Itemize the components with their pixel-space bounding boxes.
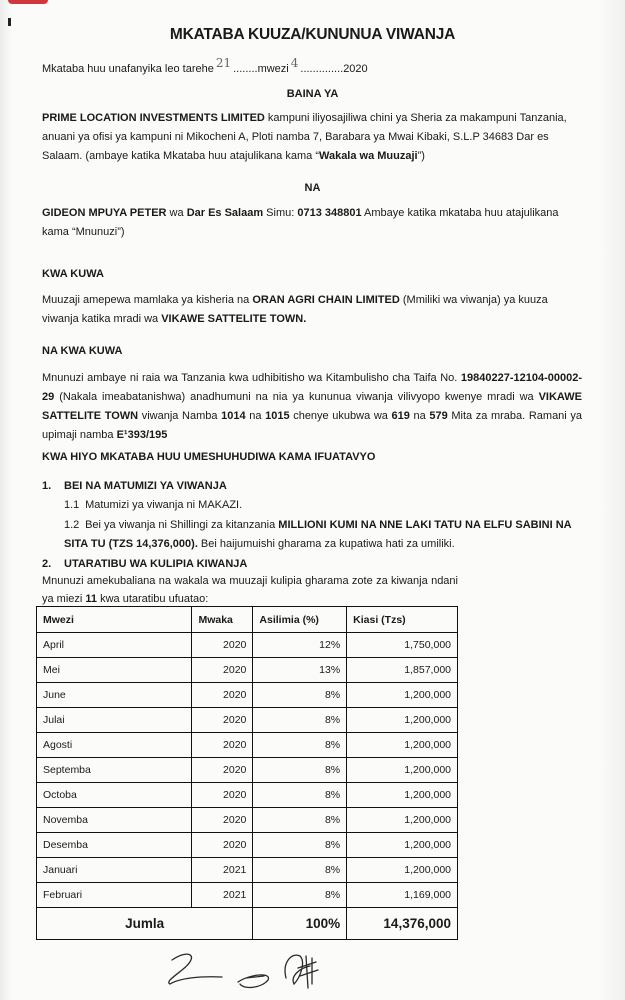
cell-percent: 13% bbox=[253, 658, 347, 683]
cell-amount: 1,200,000 bbox=[347, 708, 458, 733]
whereas1-heading: KWA KUWA bbox=[42, 268, 104, 280]
cell-year: 2021 bbox=[192, 883, 253, 908]
item-number: 1.1 bbox=[64, 499, 80, 511]
year: 2020 bbox=[343, 63, 368, 75]
cell-amount: 1,200,000 bbox=[347, 858, 458, 883]
survey-number: E¹393/195 bbox=[116, 429, 168, 441]
table-row bbox=[37, 708, 458, 733]
cell-percent: 12% bbox=[253, 633, 347, 658]
national-id: 19840227-12104-00002-29 bbox=[42, 372, 582, 403]
section2-heading bbox=[42, 558, 247, 570]
date-prefix: Mkataba huu unafanyika leo tarehe bbox=[42, 63, 214, 75]
project-name: VIKAWE SATTELITE TOWN. bbox=[161, 313, 307, 325]
party1-alias: Wakala wa Muuzaji bbox=[318, 150, 418, 162]
table-row bbox=[37, 758, 458, 783]
cell-month: Novemba bbox=[37, 808, 192, 833]
section-number: 2. bbox=[42, 558, 52, 570]
cell-year: 2020 bbox=[192, 808, 253, 833]
item-text: Bei haijumuishi gharama za kupatiwa hati za umiliki. bbox=[197, 538, 455, 550]
cell-amount: 1,200,000 bbox=[347, 833, 458, 858]
cell-amount: 1,750,000 bbox=[347, 633, 458, 658]
dots: .............. bbox=[300, 63, 344, 75]
cell-month: Agosti bbox=[37, 733, 192, 758]
text: (Mmiliki wa viwanja) ya kuuza viwanja katika mradi wa bbox=[42, 294, 548, 325]
table-row bbox=[37, 733, 458, 758]
whereas1-paragraph bbox=[42, 291, 582, 329]
handwritten-day: 21 bbox=[215, 56, 232, 70]
text: Mnunuzi amekubaliana na wakala wa muuzaji kulipia gharama zote za kiwanja ndani ya miezi bbox=[42, 575, 458, 605]
signature-3-icon bbox=[285, 955, 318, 988]
cell-percent: 8% bbox=[253, 883, 347, 908]
and-heading: NA bbox=[304, 182, 321, 194]
table-row bbox=[37, 683, 458, 708]
cell-year: 2020 bbox=[192, 783, 253, 808]
text: Mita za mraba. Ramani ya upimaji namba bbox=[42, 410, 582, 441]
text: (Nakala imeabatanishwa) anadhumuni na nia ya kununua viwanja vilivyopo kwenye mradi wa bbox=[54, 391, 539, 403]
project-name: VIKAWE SATTELITE TOWN bbox=[42, 391, 582, 422]
month-label: mwezi bbox=[257, 63, 289, 75]
edge-mark bbox=[8, 18, 11, 26]
price-in-words: MILLIONI KUMI NA NNE LAKI TATU NA ELFU SABINI NA SITA TU (TZS 14,376,000). bbox=[64, 519, 572, 550]
text: na bbox=[245, 410, 266, 422]
signature-1-icon bbox=[169, 954, 222, 984]
cell-amount: 1,200,000 bbox=[347, 758, 458, 783]
party2-text: Ambaye katika mkataba huu atajulikana kama “Mnunuzi”) bbox=[42, 207, 559, 238]
cell-year: 2021 bbox=[192, 858, 253, 883]
cell-year: 2020 bbox=[192, 683, 253, 708]
party2-phone: 0713 348801 bbox=[297, 207, 362, 219]
cell-year: 2020 bbox=[192, 733, 253, 758]
months-count: 11 bbox=[85, 593, 98, 605]
text: viwanja Namba bbox=[138, 410, 222, 422]
header-month: Mwezi bbox=[37, 607, 192, 633]
cell-percent: 8% bbox=[253, 808, 347, 833]
party1-text-end: ”) bbox=[417, 150, 425, 162]
party2-city: Dar Es Salaam bbox=[186, 207, 264, 219]
table-row bbox=[37, 633, 458, 658]
text: wa bbox=[166, 207, 187, 219]
cell-percent: 8% bbox=[253, 858, 347, 883]
table-row bbox=[37, 883, 458, 908]
item-text: Matumizi ya viwanja ni MAKAZI. bbox=[85, 499, 243, 511]
cell-month: June bbox=[37, 683, 192, 708]
table-row bbox=[37, 858, 458, 883]
cell-month: Januari bbox=[37, 858, 192, 883]
payment-schedule-table bbox=[36, 606, 458, 940]
cell-year: 2020 bbox=[192, 633, 253, 658]
cell-amount: 1,200,000 bbox=[347, 808, 458, 833]
dots: ........ bbox=[233, 63, 258, 75]
witness-heading: KWA HIYO MKATABA HUU UMESHUHUDIWA KAMA IFUATAVYO bbox=[42, 451, 376, 463]
party2-name: GIDEON MPUYA PETER bbox=[42, 207, 167, 219]
owner-name: ORAN AGRI CHAIN LIMITED bbox=[252, 294, 400, 306]
plot-number-1: 1014 bbox=[221, 410, 246, 422]
cell-month: Februari bbox=[37, 883, 192, 908]
text: Mnunuzi ambaye ni raia wa Tanzania kwa udhibitisho wa Kitambulisho cha Taifa No. bbox=[42, 372, 461, 384]
party1-paragraph bbox=[42, 109, 582, 166]
cell-percent: 8% bbox=[253, 733, 347, 758]
section-title: BEI NA MATUMIZI YA VIWANJA bbox=[64, 480, 227, 492]
text: kwa utaratibu ufuatao: bbox=[97, 593, 209, 605]
cell-percent: 8% bbox=[253, 758, 347, 783]
cell-month: Septemba bbox=[37, 758, 192, 783]
section2-intro bbox=[42, 572, 458, 608]
total-amount: 14,376,000 bbox=[347, 908, 458, 940]
table-row bbox=[37, 808, 458, 833]
party1-text: kampuni iliyosajiliwa chini ya Sheria za makampuni Tanzania, anuani ya ofisi ya kampuni ni Mikocheni A, Ploti namba 7, Barabara ya Mwai Kibaki, S.L.P 34683 Dar es Salaam. (ambaye katika Mkataba huu atajulikana kama “ bbox=[42, 112, 567, 162]
cell-year: 2020 bbox=[192, 758, 253, 783]
plot-size-1: 619 bbox=[391, 410, 410, 422]
cell-percent: 8% bbox=[253, 833, 347, 858]
cell-percent: 8% bbox=[253, 708, 347, 733]
party2-paragraph bbox=[42, 204, 582, 242]
plot-number-2: 1015 bbox=[265, 410, 290, 422]
table-total-row bbox=[37, 908, 458, 940]
cell-month: Desemba bbox=[37, 833, 192, 858]
cell-month: Mei bbox=[37, 658, 192, 683]
text: chenye ukubwa wa bbox=[289, 410, 392, 422]
total-percent: 100% bbox=[253, 908, 347, 940]
cell-month: Octoba bbox=[37, 783, 192, 808]
table-row bbox=[37, 783, 458, 808]
cell-year: 2020 bbox=[192, 658, 253, 683]
date-line bbox=[42, 56, 368, 75]
table-header-row bbox=[37, 607, 458, 633]
cell-amount: 1,200,000 bbox=[347, 733, 458, 758]
header-percent: Asilimia (%) bbox=[253, 607, 347, 633]
red-stamp-mark bbox=[8, 0, 48, 4]
table-row bbox=[37, 658, 458, 683]
item-text: Bei ya viwanja ni Shillingi za kitanzania bbox=[85, 519, 279, 531]
section-title: UTARATIBU WA KULIPIA KIWANJA bbox=[64, 558, 248, 570]
handwritten-month: 4 bbox=[290, 56, 299, 70]
cell-percent: 8% bbox=[253, 783, 347, 808]
cell-month: April bbox=[37, 633, 192, 658]
cell-year: 2020 bbox=[192, 708, 253, 733]
cell-amount: 1,857,000 bbox=[347, 658, 458, 683]
cell-amount: 1,169,000 bbox=[347, 883, 458, 908]
whereas2-heading: NA KWA KUWA bbox=[42, 345, 123, 357]
signatures bbox=[160, 948, 380, 1000]
signature-2-icon bbox=[238, 975, 268, 988]
plot-size-2: 579 bbox=[429, 410, 448, 422]
header-amount: Kiasi (Tzs) bbox=[347, 607, 458, 633]
party1-name: PRIME LOCATION INVESTMENTS LIMITED bbox=[42, 112, 265, 124]
table-row bbox=[37, 833, 458, 858]
cell-month: Julai bbox=[37, 708, 192, 733]
cell-year: 2020 bbox=[192, 833, 253, 858]
section1-heading bbox=[42, 480, 227, 492]
section-number: 1. bbox=[42, 480, 52, 492]
document-title: MKATABA KUUZA/KUNUNUA VIWANJA bbox=[169, 26, 456, 43]
text: na bbox=[409, 410, 430, 422]
total-label: Jumla bbox=[37, 908, 253, 940]
between-heading: BAINA YA bbox=[286, 88, 339, 100]
item-number: 1.2 bbox=[64, 519, 80, 531]
cell-amount: 1,200,000 bbox=[347, 683, 458, 708]
header-year: Mwaka bbox=[192, 607, 253, 633]
cell-amount: 1,200,000 bbox=[347, 783, 458, 808]
cell-percent: 8% bbox=[253, 683, 347, 708]
section1-item2 bbox=[64, 516, 584, 554]
text: Muuzaji amepewa mamlaka ya kisheria na bbox=[42, 294, 253, 306]
section1-item1 bbox=[64, 496, 584, 515]
whereas2-paragraph bbox=[42, 369, 582, 445]
phone-label: Simu: bbox=[263, 207, 298, 219]
